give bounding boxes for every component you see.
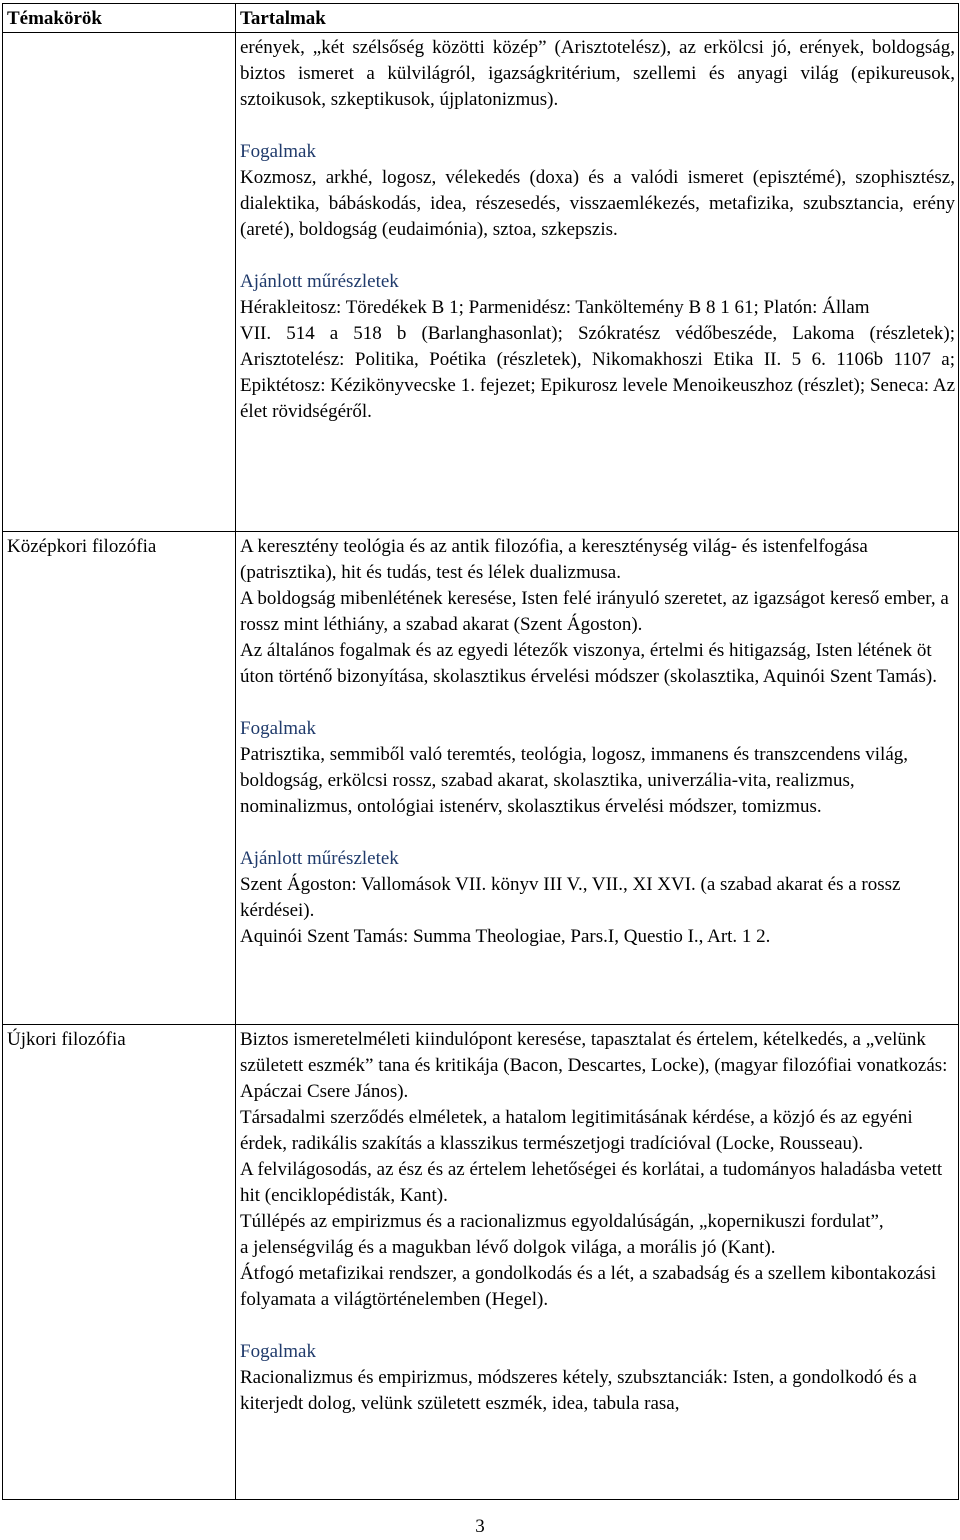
table-row-antik [3,33,959,532]
kozepkor-paragraph: Az általános fogalmak és az egyedi létezők viszonya, értelmi és hitigazság, Isten létének öt úton történő bizonyítása, skolasztikus érvelési módszer (skolasztika, Aquinói Szent Tamás). [240,640,937,687]
antik-intro: erények, „két szélsőség közötti közép” (Arisztotelész), az erkölcsi jó, erények, boldogság, biztos ismeret a külvilágról, igazságkritérium, szellemi és anyagi világ (epikureusok, sztoikusok, szkeptikusok, újplatonizmus). [240,37,955,110]
content-antik [236,33,959,532]
header-topics: Témakörök [3,4,236,33]
topic-antik [3,33,236,532]
ujkor-paragraph: Társadalmi szerződés elméletek, a hatalom legitimitásának kérdése, a közjó és az egyéni érdek, radikális szakítás a klasszikus természetjogi tradícióval (Locke, Rousseau). [240,1107,913,1154]
topic-kozepkor: Középkori filozófia [3,532,236,1025]
topic-ujkor: Újkori filozófia [3,1025,236,1500]
ujkor-concepts-heading: Fogalmak [240,1341,316,1362]
antik-works-heading: Ajánlott műrészletek [240,271,399,292]
kozepkor-concepts: Patrisztika, semmiből való teremtés, teológia, logosz, immanens és transzcendens világ, boldogság, erkölcsi rossz, szabad akarat, skolasztika, univerzália-vita, realizmus, nominalizmus, ontológiai istenérv, skolasztikus érvelési módszer, tomizmus. [240,744,908,817]
kozepkor-works-heading: Ajánlott műrészletek [240,848,399,869]
ujkor-concepts: Racionalizmus és empirizmus, módszeres kétely, szubsztanciák: Isten, a gondolkodó és a kiterjedt dolog, velünk született eszmék, idea, tabula rasa, [240,1367,917,1414]
ujkor-paragraph: a jelenségvilág és a magukban lévő dolgok világa, a morális jó (Kant). [240,1237,776,1258]
table-row-kozepkor [3,532,959,1025]
kozepkor-works-line: Szent Ágoston: Vallomások VII. könyv III V., VII., XI XVI. (a szabad akarat és a rossz kérdései). [240,874,901,921]
content-kozepkor [236,532,959,1025]
antik-works-line: Hérakleitosz: Töredékek B 1; Parmenidész: Tanköltemény B 8 1 61; Platón: Állam [240,297,870,318]
antik-concepts: Kozmosz, arkhé, logosz, vélekedés (doxa) és a valódi ismeret (episztémé), szophisztész, dialektika, bábáskodás, idea, részesedés, visszaemlékezés, metafizika, szubsztancia, erény (areté), boldogság (eudaimónia), sztoa, szkepszis. [240,167,955,240]
content-ujkor [236,1025,959,1500]
ujkor-paragraph: Biztos ismeretelméleti kiindulópont keresése, tapasztalat és értelem, kételkedés, a „velünk született eszmék” tana és kritikája (Bacon, Descartes, Locke), (magyar filozófiai vonatkozás: Apáczai Csere János). [240,1029,948,1102]
syllabus-table [2,3,959,1500]
ujkor-paragraph: Átfogó metafizikai rendszer, a gondolkodás és a lét, a szabadság és a szellem kibontakozási folyamata a világtörténelemben (Hegel). [240,1263,937,1310]
table-row-ujkor [3,1025,959,1500]
kozepkor-works-line: Aquinói Szent Tamás: Summa Theologiae, Pars.I, Questio I., Art. 1 2. [240,926,771,947]
kozepkor-paragraph: A boldogság mibenlétének keresése, Isten felé irányuló szeretet, az igazságot kereső ember, a rossz mint léthiány, a szabad akarat (Szent Ágoston). [240,588,949,635]
header-row [3,4,959,33]
antik-works-line: VII. 514 a 518 b (Barlanghasonlat); Szókratész védőbeszéde, Lakoma (részletek); Arisztotelész: Politika, Poétika (részletek), Nikomakhoszi Etika II. 5 6. 1106b 1107 a; Epiktétosz: Kézikönyvecske 1. fejezet; Epikurosz levele Menoikeuszhoz (részlet); Seneca: Az élet rövidségéről. [240,323,955,422]
kozepkor-paragraph: A keresztény teológia és az antik filozófia, a kereszténység világ- és istenfelfogása (patrisztika), hit és tudás, test és lélek dualizmusa. [240,536,868,583]
page-number: 3 [475,1516,485,1537]
header-contents: Tartalmak [236,4,959,33]
ujkor-paragraph: A felvilágosodás, az ész és az értelem lehetőségei és korlátai, a tudományos haladásba vetett hit (enciklopédisták, Kant). [240,1159,943,1206]
kozepkor-concepts-heading: Fogalmak [240,718,316,739]
ujkor-paragraph: Túllépés az empirizmus és a racionalizmus egyoldalúságán, „kopernikuszi fordulat”, [240,1211,884,1232]
antik-concepts-heading: Fogalmak [240,141,316,162]
